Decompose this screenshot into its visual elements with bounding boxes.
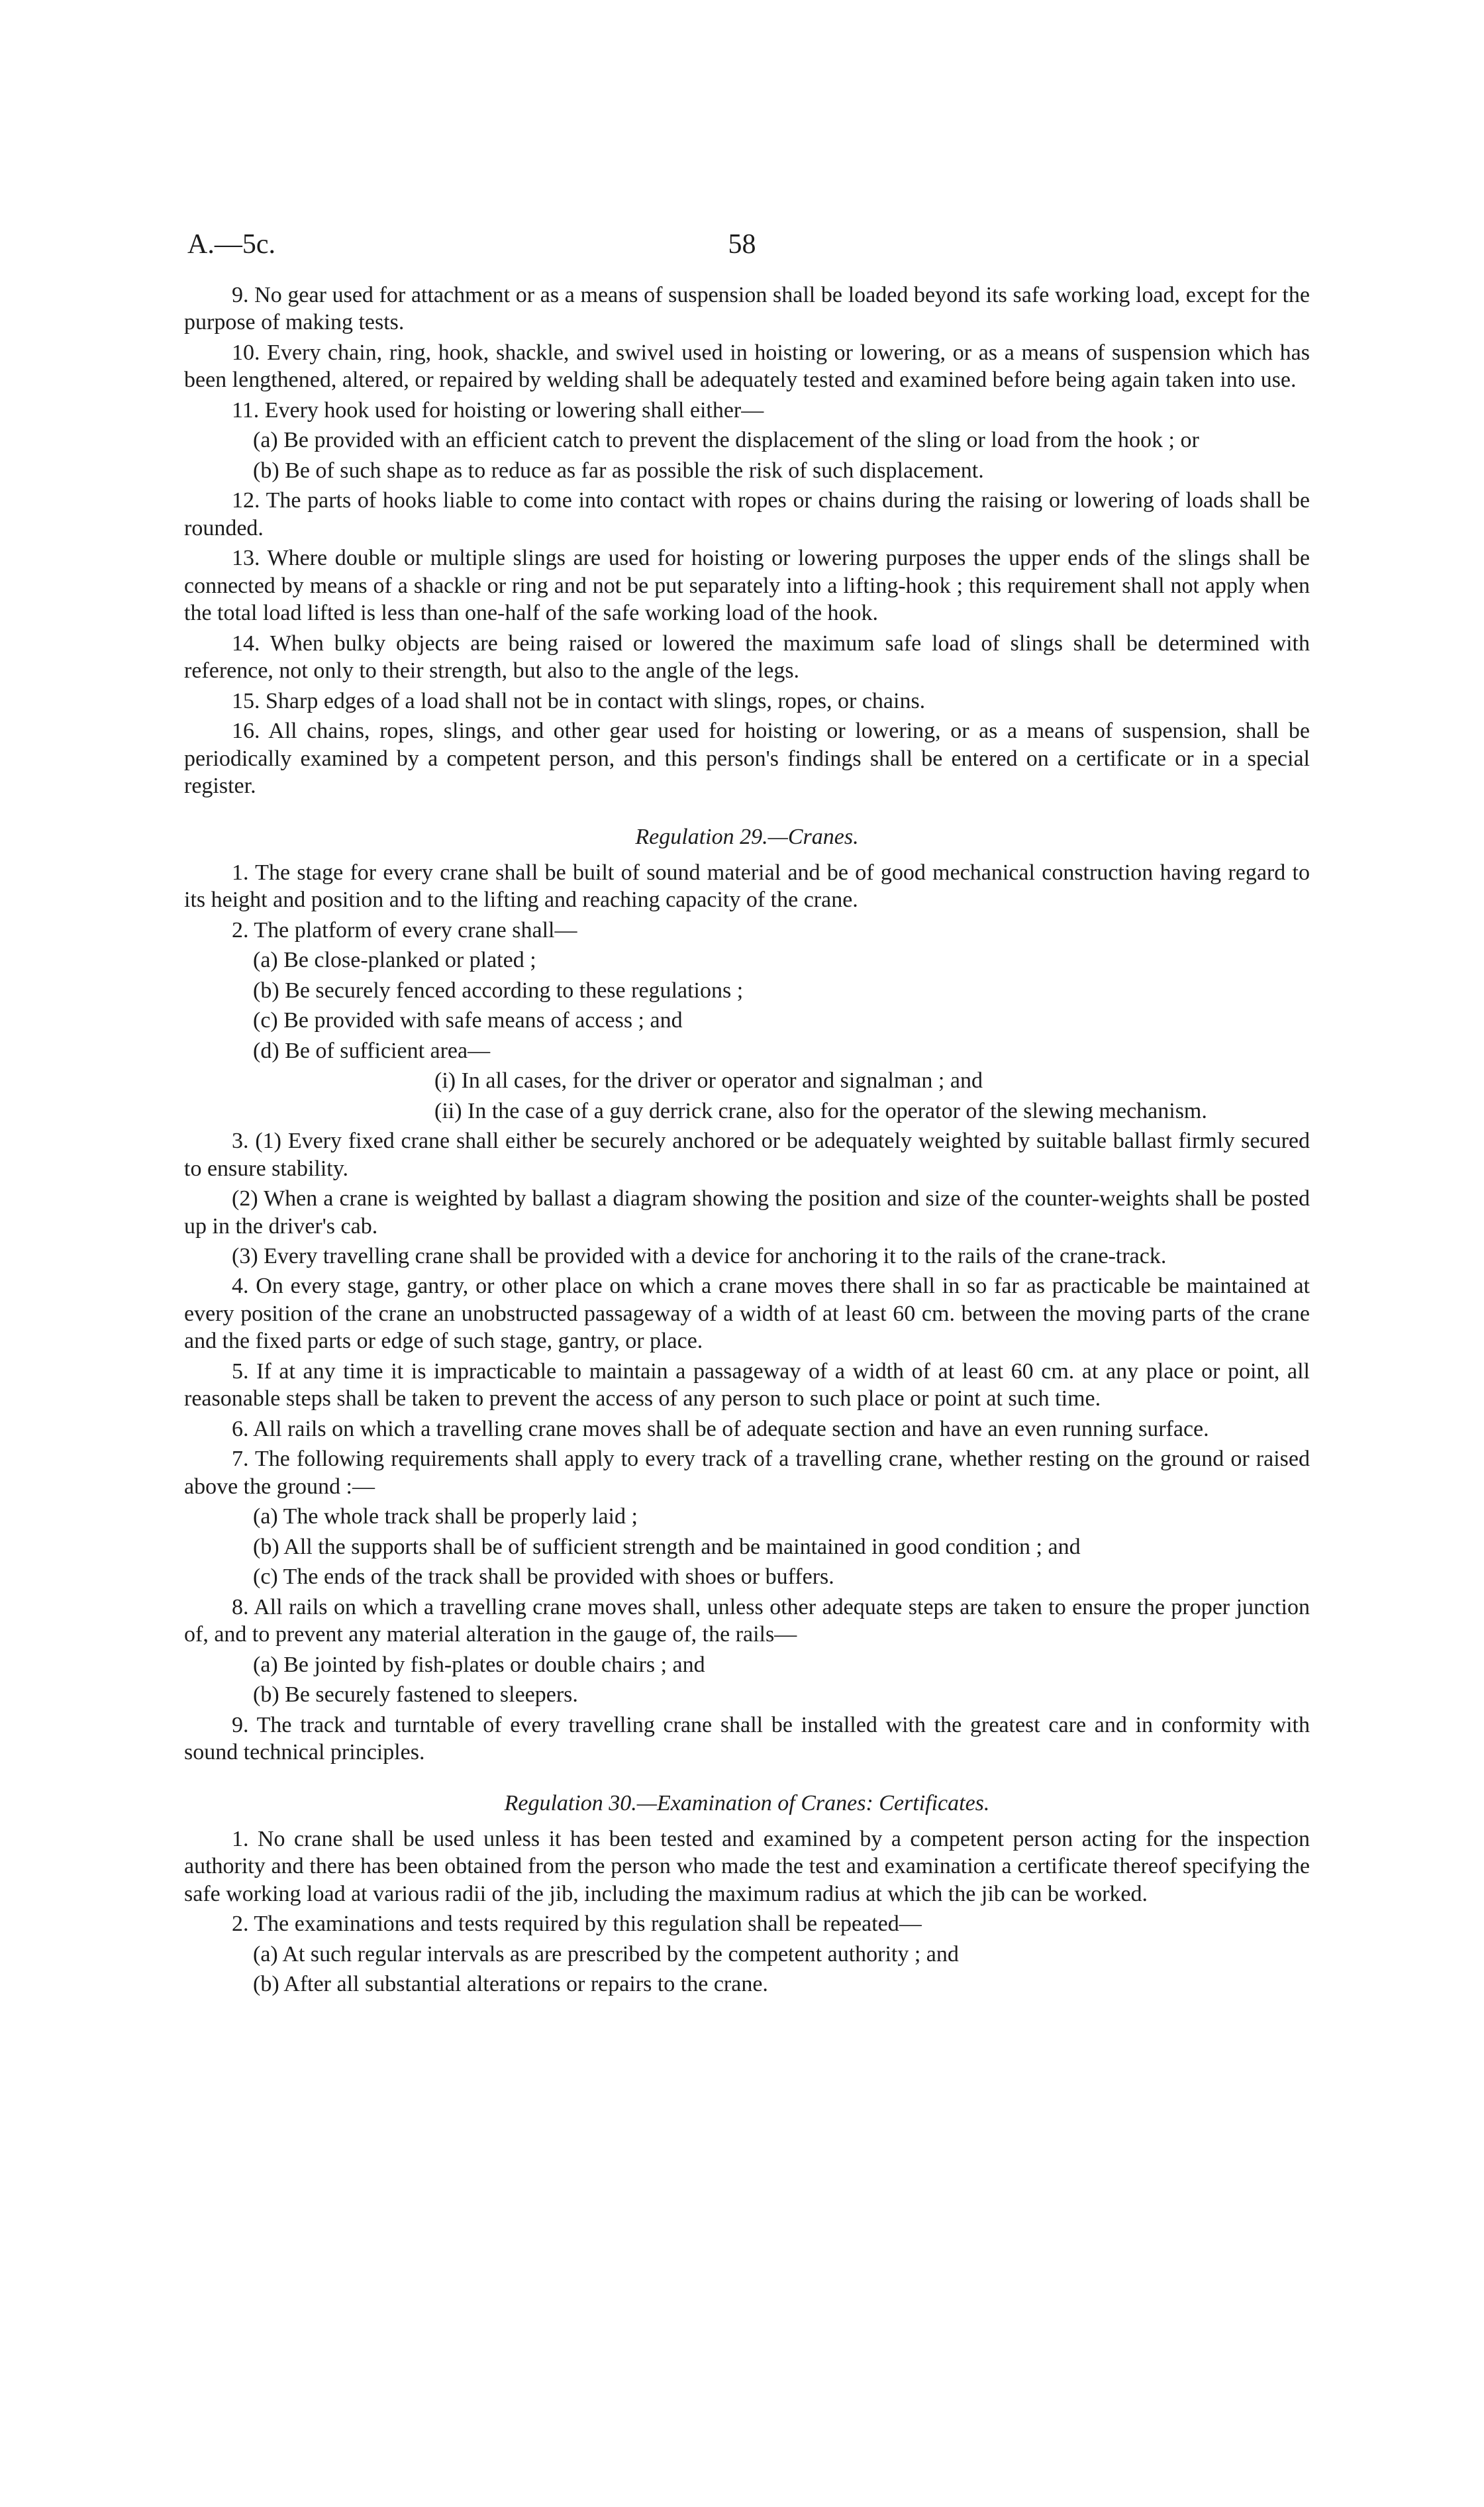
clause-11-b: (b) Be of such shape as to reduce as far as possible the risk of such displacement. (253, 458, 984, 483)
clause-13: 13. Where double or multiple slings are used for hoisting or lowering purposes the upper ends of the slings shall be connected by means of a shackle or ring and not be put separately into a lifting-hook ; this requirement shall not apply when the total load lifted is less than one-half of the safe working load of the hook. (184, 546, 1310, 626)
reg29-clause-2-d-i: (i) In all cases, for the driver or operator and signalman ; and (434, 1068, 983, 1094)
reg29-clause-3-1: 3. (1) Every fixed crane shall either be securely anchored or be adequately weighted by suitable ballast firmly secured to ensure stability. (184, 1129, 1310, 1181)
reg29-clause-2-d-ii: (ii) In the case of a guy derrick crane, also for the operator of the slewing mechanism. (434, 1098, 1207, 1123)
clause-15: 15. Sharp edges of a load shall not be in contact with slings, ropes, or chains. (232, 688, 926, 713)
reg29-clause-3-2: (2) When a crane is weighted by ballast a diagram showing the position and size of the counter-weights shall be posted up in the driver's cab. (184, 1186, 1310, 1239)
reg29-clause-2: 2. The platform of every crane shall— (232, 917, 577, 943)
reg29-clause-2-a: (a) Be close-planked or plated ; (253, 948, 536, 973)
regulation-30-heading: Regulation 30.—Examination of Cranes: Certificates. (504, 1791, 990, 1816)
reg29-clause-3-3: (3) Every travelling crane shall be provided with a device for anchoring it to the rails of the crane-track. (232, 1244, 1167, 1268)
reg29-clause-4: 4. On every stage, gantry, or other place on which a crane moves there shall in so far as practicable be maintained at every position of the crane an unobstructed passageway of a width of at least 60 cm. between the moving parts of the crane and the fixed parts or edge of such stage, gantry, or place. (184, 1274, 1310, 1354)
reg29-clause-8-b: (b) Be securely fastened to sleepers. (253, 1682, 578, 1708)
reg29-clause-7: 7. The following requirements shall apply to every track of a travelling crane, whether resting on the ground or raised above the ground :— (184, 1447, 1310, 1499)
page-header (0, 229, 1484, 268)
reg29-clause-6: 6. All rails on which a travelling crane moves shall be of adequate section and have an even running surface. (232, 1416, 1209, 1441)
reg29-clause-9: 9. The track and turntable of every travelling crane shall be installed with the greatest care and in conformity with sound technical principles. (184, 1712, 1310, 1765)
clause-16: 16. All chains, ropes, slings, and other gear used for hoisting or lowering, or as a means of suspension, shall be periodically examined by a competent person, and this person's findings shall be entered on a certificate or in a special register. (184, 719, 1310, 798)
reg29-clause-8: 8. All rails on which a travelling crane moves shall, unless other adequate steps are taken to ensure the proper junction of, and to prevent any material alteration in the gauge of, the rails— (184, 1594, 1310, 1647)
reg30-clause-2-b: (b) After all substantial alterations or repairs to the crane. (253, 1972, 768, 1997)
reg29-clause-7-b: (b) All the supports shall be of sufficient strength and be maintained in good condition ; and (253, 1534, 1081, 1559)
clause-12: 12. The parts of hooks liable to come into contact with ropes or chains during the raising or lowering of loads shall be rounded. (184, 488, 1310, 540)
reg30-clause-2-a: (a) At such regular intervals as are prescribed by the competent authority ; and (253, 1941, 959, 1967)
clause-10: 10. Every chain, ring, hook, shackle, and swivel used in hoisting or lowering, or as a means of suspension which has been lengthened, altered, or repaired by welding shall be adequately tested and examined before being again taken into use. (184, 340, 1310, 393)
clause-9: 9. No gear used for attachment or as a means of suspension shall be loaded beyond its safe working load, except for the purpose of making tests. (184, 283, 1310, 335)
reg29-clause-7-a: (a) The whole track shall be properly laid ; (253, 1504, 638, 1529)
reg29-clause-2-c: (c) Be provided with safe means of access ; and (253, 1008, 683, 1033)
reg29-clause-8-a: (a) Be jointed by fish-plates or double chairs ; and (253, 1652, 705, 1677)
reg29-clause-1: 1. The stage for every crane shall be built of sound material and be of good mechanical construction having regard to its height and position and to the lifting and reaching capacity of the crane. (184, 860, 1310, 913)
reg29-clause-2-d: (d) Be of sufficient area— (253, 1038, 491, 1063)
clause-11: 11. Every hook used for hoisting or lowering shall either— (232, 397, 764, 423)
document-reference: A.—5c. (187, 229, 275, 260)
page-number: 58 (728, 229, 756, 260)
regulation-29-heading: Regulation 29.—Cranes. (635, 825, 859, 850)
reg29-clause-5: 5. If at any time it is impracticable to maintain a passageway of a width of at least 60 cm. at any place or point, all reasonable steps shall be taken to prevent the access of any person to such place or point at such time. (184, 1358, 1310, 1411)
clause-11-a: (a) Be provided with an efficient catch to prevent the displacement of the sling or load from the hook ; or (253, 428, 1199, 453)
document-body (184, 281, 1310, 2001)
reg30-clause-2: 2. The examinations and tests required by this regulation shall be repeated— (232, 1912, 922, 1937)
clause-14: 14. When bulky objects are being raised or lowered the maximum safe load of slings shall be determined with reference, not only to their strength, but also to the angle of the legs. (184, 631, 1310, 684)
reg29-clause-7-c: (c) The ends of the track shall be provided with shoes or buffers. (253, 1564, 834, 1590)
reg29-clause-2-b: (b) Be securely fenced according to these regulations ; (253, 978, 744, 1003)
reg30-clause-1: 1. No crane shall be used unless it has been tested and examined by a competent person acting for the inspection authority and there has been obtained from the person who made the test and examination a certificate thereof specifying the safe working load at various radii of the jib, including the maximum radius at which the jib can be worked. (184, 1826, 1310, 1906)
